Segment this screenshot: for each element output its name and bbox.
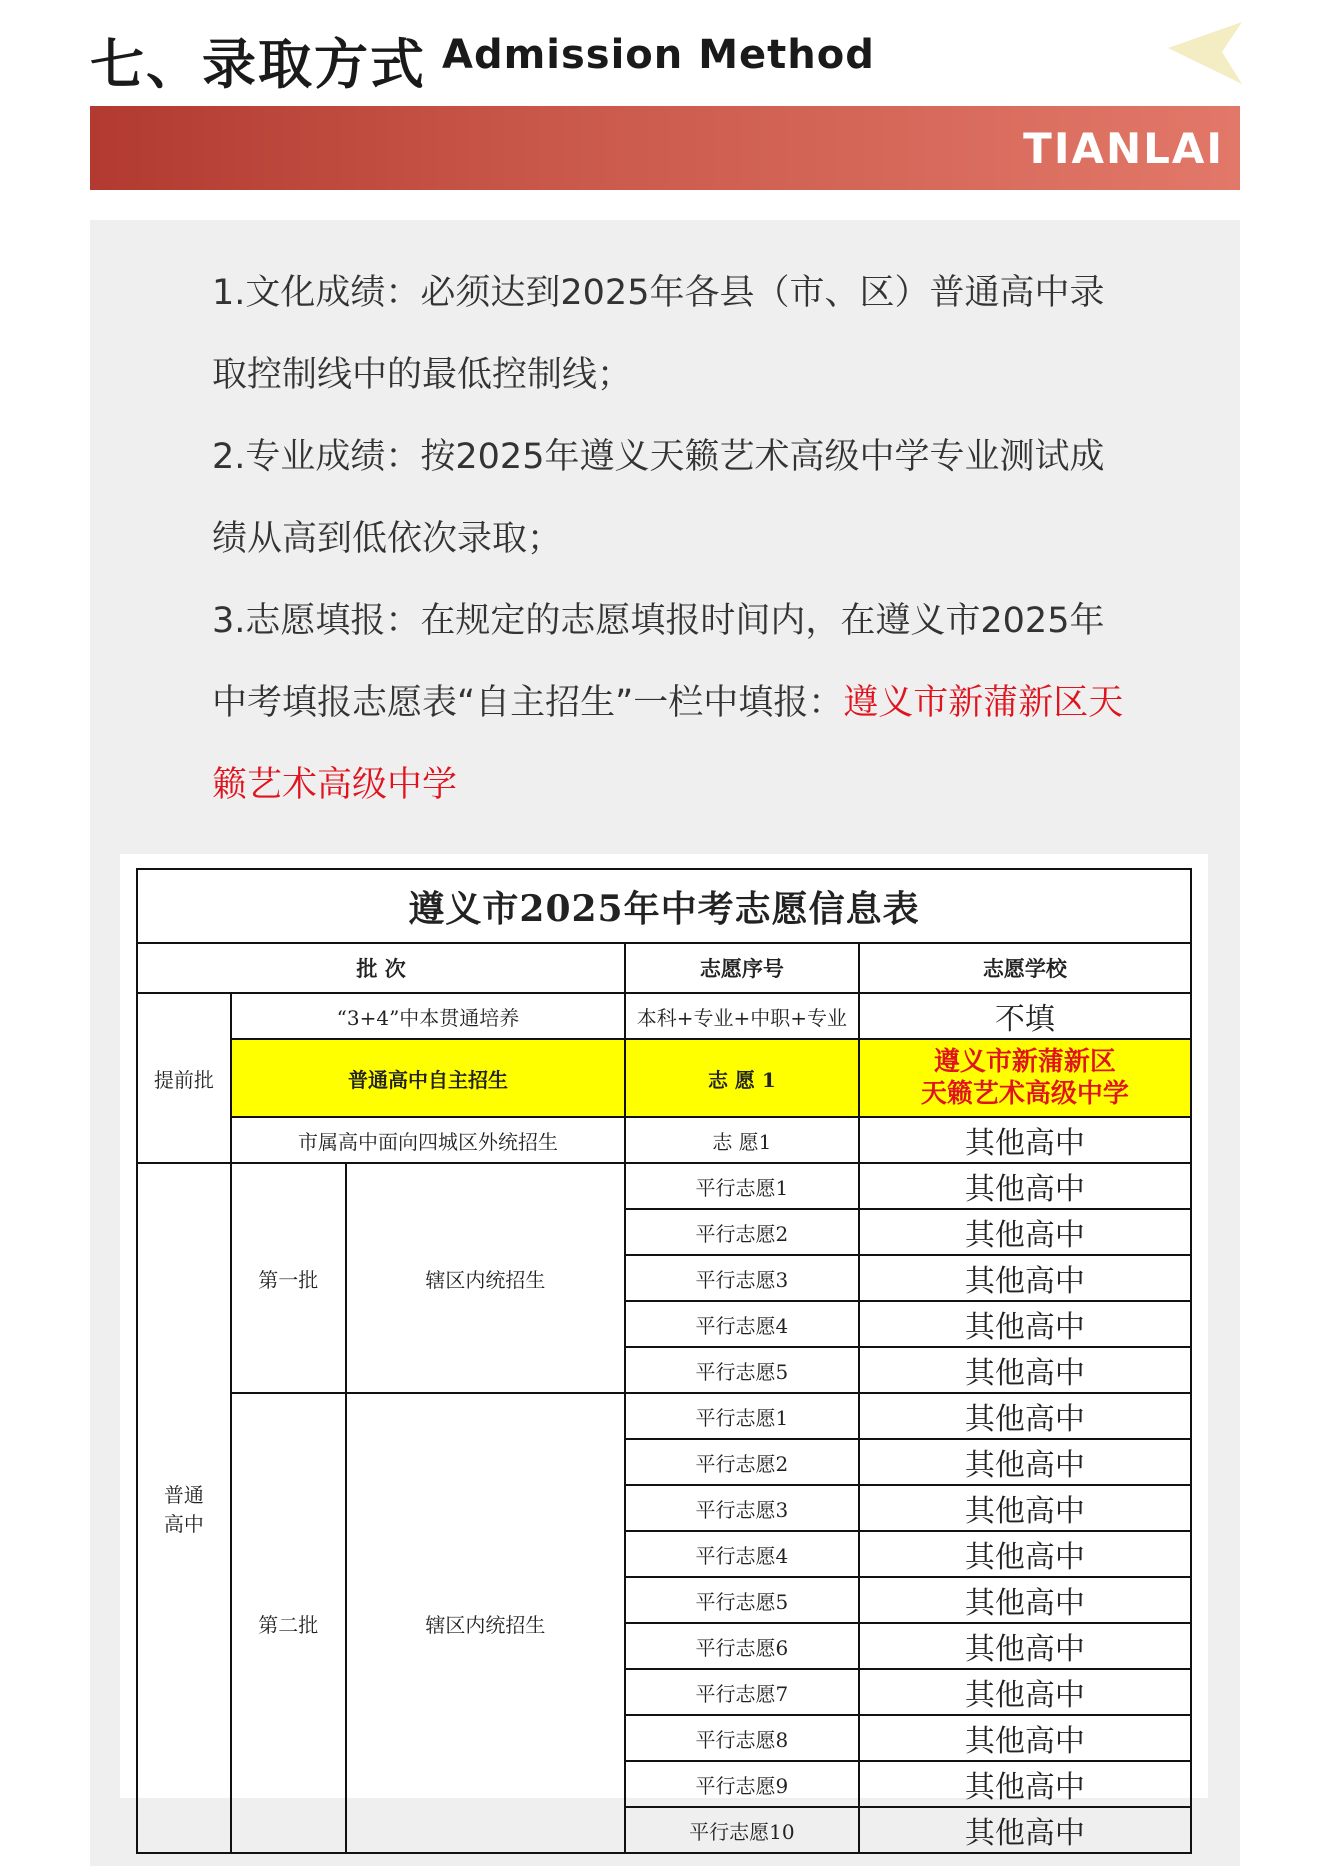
section-title-en: Admission Method xyxy=(442,32,875,78)
rule-item-3-text: 3.志愿填报：在规定的志愿填报时间内，在遵义市2025年中考填报志愿表“自主招生”一栏中填报： xyxy=(212,601,1105,723)
row-order: 志 愿 1 xyxy=(625,1039,859,1117)
row-order: 本科+专业+中职+专业 xyxy=(625,993,859,1039)
row-order: 平行志愿3 xyxy=(625,1255,859,1301)
row-school: 其他高中 xyxy=(859,1715,1191,1761)
row-school: 其他高中 xyxy=(859,1209,1191,1255)
row-school: 其他高中 xyxy=(859,1117,1191,1163)
row-order: 平行志愿8 xyxy=(625,1715,859,1761)
row-school: 其他高中 xyxy=(859,1531,1191,1577)
row-school: 不填 xyxy=(859,993,1191,1039)
row-school: 其他高中 xyxy=(859,1255,1191,1301)
row-school: 其他高中 xyxy=(859,1347,1191,1393)
row-school: 其他高中 xyxy=(859,1577,1191,1623)
left-arrow-icon xyxy=(1168,22,1242,84)
rule-item-3-highlight: 遵义市新蒲新区天籁艺术高级中学 xyxy=(212,683,1124,805)
regular-label-line-2: 高中 xyxy=(163,1512,204,1536)
volunteer-table-image xyxy=(120,854,1208,1851)
header-order: 志愿序号 xyxy=(625,943,859,993)
regular-batch-label xyxy=(137,1163,231,1853)
header-batch: 批 次 xyxy=(137,943,625,993)
row-school: 其他高中 xyxy=(859,1301,1191,1347)
table-title: 遵义市2025年中考志愿信息表 xyxy=(137,869,1191,943)
batch2-type: 辖区内统招生 xyxy=(346,1393,625,1853)
banner-text: TIANLAI xyxy=(1023,124,1224,173)
school-line-2: 天籁艺术高级中学 xyxy=(920,1079,1129,1109)
title-banner xyxy=(90,106,1240,190)
table-row xyxy=(137,1393,1191,1439)
row-school-highlight xyxy=(859,1039,1191,1117)
row-order: 平行志愿4 xyxy=(625,1531,859,1577)
batch1-type: 辖区内统招生 xyxy=(346,1163,625,1393)
advance-batch-label: 提前批 xyxy=(137,993,231,1163)
row-name: 普通高中自主招生 xyxy=(231,1039,625,1117)
row-school: 其他高中 xyxy=(859,1485,1191,1531)
row-school: 其他高中 xyxy=(859,1623,1191,1669)
rule-item-1: 1.文化成绩：必须达到2025年各县（市、区）普通高中录取控制线中的最低控制线； xyxy=(212,273,1105,395)
table-row xyxy=(137,1163,1191,1209)
table-title-row xyxy=(137,869,1191,943)
row-order: 平行志愿1 xyxy=(625,1393,859,1439)
school-line-1: 遵义市新蒲新区 xyxy=(933,1047,1116,1077)
content-panel xyxy=(90,220,1240,1866)
row-order: 平行志愿9 xyxy=(625,1761,859,1807)
volunteer-info-table xyxy=(136,868,1192,1854)
row-order: 平行志愿3 xyxy=(625,1485,859,1531)
row-name: 市属高中面向四城区外统招生 xyxy=(231,1117,625,1163)
row-order: 平行志愿2 xyxy=(625,1209,859,1255)
row-order: 平行志愿5 xyxy=(625,1577,859,1623)
row-school: 其他高中 xyxy=(859,1807,1191,1853)
table-row xyxy=(137,1039,1191,1117)
row-order: 平行志愿2 xyxy=(625,1439,859,1485)
section-header xyxy=(90,18,1240,104)
regular-label-line-1: 普通 xyxy=(163,1483,204,1507)
admission-rules xyxy=(212,252,1132,826)
row-school: 其他高中 xyxy=(859,1761,1191,1807)
table-header-row xyxy=(137,943,1191,993)
row-order: 平行志愿10 xyxy=(625,1807,859,1853)
row-school: 其他高中 xyxy=(859,1439,1191,1485)
row-order: 志 愿1 xyxy=(625,1117,859,1163)
header-school: 志愿学校 xyxy=(859,943,1191,993)
table-row xyxy=(137,993,1191,1039)
row-order: 平行志愿1 xyxy=(625,1163,859,1209)
row-order: 平行志愿4 xyxy=(625,1301,859,1347)
table-row xyxy=(137,1117,1191,1163)
row-order: 平行志愿7 xyxy=(625,1669,859,1715)
row-name: “3+4”中本贯通培养 xyxy=(231,993,625,1039)
rule-item-3 xyxy=(212,580,1132,826)
section-title-cn: 七、录取方式 xyxy=(90,33,426,96)
row-school: 其他高中 xyxy=(859,1669,1191,1715)
batch2-label: 第二批 xyxy=(231,1393,346,1853)
row-order: 平行志愿6 xyxy=(625,1623,859,1669)
row-order: 平行志愿5 xyxy=(625,1347,859,1393)
row-school: 其他高中 xyxy=(859,1393,1191,1439)
batch1-label: 第一批 xyxy=(231,1163,346,1393)
row-school: 其他高中 xyxy=(859,1163,1191,1209)
rule-item-2: 2.专业成绩：按2025年遵义天籁艺术高级中学专业测试成绩从高到低依次录取； xyxy=(212,437,1105,559)
